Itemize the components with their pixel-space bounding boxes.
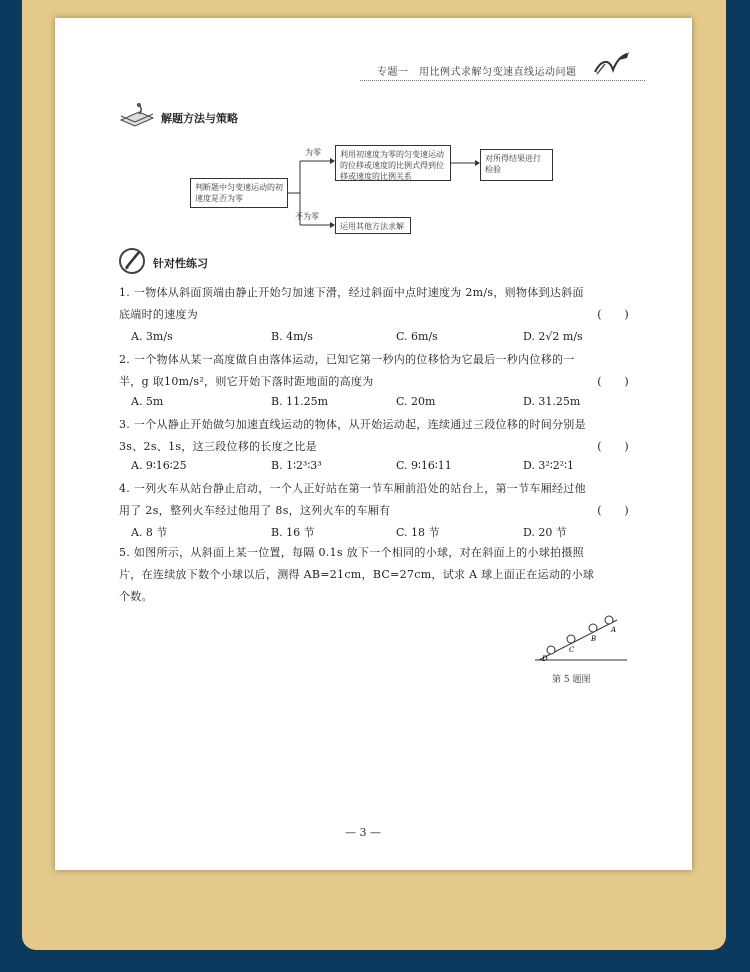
option-d: D. 20 节 <box>523 526 567 539</box>
pencil-icon <box>117 246 147 276</box>
option-a: A. 8 节 <box>131 526 168 539</box>
option-d: D. 3²∶2²∶1 <box>523 459 574 472</box>
question-5 <box>119 542 629 608</box>
flow-check-box: 对所得结果进行检验 <box>480 149 553 181</box>
options-1 <box>131 330 611 348</box>
question-text-line: 4. 一列火车从站台静止启动，一个人正好站在第一节车厢前沿处的站台上，第一节车厢经过他 <box>119 482 586 495</box>
section-title-practice: 针对性练习 <box>153 257 208 270</box>
option-c: C. 9∶16∶11 <box>396 459 452 472</box>
flow-start-box: 判断题中匀变速运动的初速度是否为零 <box>190 178 288 208</box>
answer-bracket: ( ) <box>597 308 629 321</box>
question-text-line: 5. 如图所示，从斜面上某一位置，每隔 0.1s 放下一个相同的小球，对在斜面上的小球拍摄照 <box>119 546 584 559</box>
options-3 <box>131 459 611 477</box>
option-c: C. 20m <box>396 395 436 408</box>
flow-nonzero-box: 运用其他方法求解 <box>335 217 411 234</box>
option-b: B. 1∶2³∶3³ <box>271 459 322 472</box>
question-3 <box>119 414 629 458</box>
option-c: C. 6m/s <box>396 330 438 343</box>
document-page <box>55 18 692 870</box>
answer-bracket: ( ) <box>597 375 629 388</box>
question-text-line: 个数。 <box>119 590 153 603</box>
question-1 <box>119 282 629 326</box>
question-4 <box>119 478 629 522</box>
question-text-line: 3. 一个从静止开始做匀加速直线运动的物体，从开始运动起，连续通过三段位移的时间分别是 <box>119 418 586 431</box>
option-a: A. 5m <box>131 395 164 408</box>
option-b: B. 16 节 <box>271 526 315 539</box>
flow-zero-box: 利用初速度为零的匀变速运动的位移或速度的比例式得到位移或速度的比例关系 <box>335 145 451 181</box>
label-a: A <box>611 626 617 634</box>
option-b: B. 11.25m <box>271 395 328 408</box>
ball-b <box>589 624 597 632</box>
question-text-line: 片，在连续放下数个小球以后，测得 AB=21cm，BC=27cm，试求 A 球上面正在运动的小球 <box>119 568 595 581</box>
ball-c <box>567 635 575 643</box>
question-text-line: 3s、2s、1s，这三段位移的长度之比是 <box>119 440 317 453</box>
running-header: 专题一 用比例式求解匀变速直线运动问题 <box>377 67 577 78</box>
question-text-line: 半，g 取10m/s²，则它开始下落时距地面的高度为 <box>119 375 374 388</box>
option-d: D. 2√2 m/s <box>523 330 583 343</box>
option-a: A. 3m/s <box>131 330 173 343</box>
option-b: B. 4m/s <box>271 330 313 343</box>
question-text-line: 1. 一物体从斜面顶端由静止开始匀加速下滑，经过斜面中点时速度为 2m/s，则物体到达斜面 <box>119 286 584 299</box>
answer-bracket: ( ) <box>597 440 629 453</box>
question-text-line: 底端时的速度为 <box>119 308 199 321</box>
page-number: — 3 — <box>345 826 381 839</box>
flow-label-nonzero: 不为零 <box>295 212 319 221</box>
incline-figure <box>533 604 633 664</box>
flow-label-zero: 为零 <box>305 148 321 157</box>
option-d: D. 31.25m <box>523 395 581 408</box>
question-text-line: 2. 一个物体从某一高度做自由落体运动，已知它第一秒内的位移恰为它最后一秒内位移的一 <box>119 353 575 366</box>
question-text-line: 用了 2s，整列火车经过他用了 8s，这列火车的车厢有 <box>119 504 391 517</box>
label-b: B <box>591 635 597 643</box>
options-4 <box>131 524 611 542</box>
question-2 <box>119 349 629 393</box>
options-2 <box>131 395 611 413</box>
figure-caption: 第 5 题图 <box>552 675 591 685</box>
label-d: D <box>542 655 548 663</box>
option-a: A. 9∶16∶25 <box>131 459 187 472</box>
option-c: C. 18 节 <box>396 526 440 539</box>
answer-bracket: ( ) <box>597 504 629 517</box>
ball-d <box>547 646 555 654</box>
ball-a <box>605 616 613 624</box>
label-c: C <box>569 646 575 654</box>
section-title-method: 解题方法与策略 <box>161 112 238 125</box>
